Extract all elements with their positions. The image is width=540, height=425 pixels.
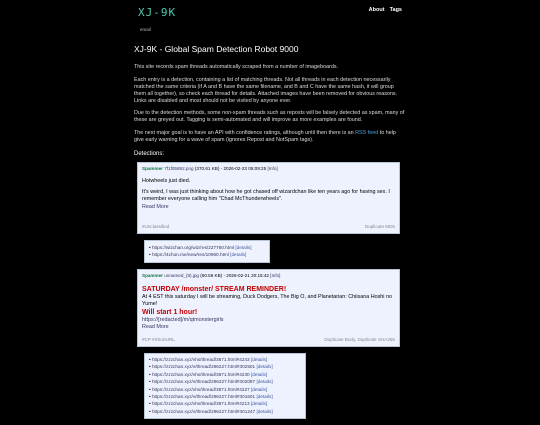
post-footer [142,224,395,230]
post-date: - 2026-02-21 20:15:42 [223,272,269,278]
api-paragraph: The next major goal is to have an API with confidence ratings, although until then there is an RSS feed to help give early warning for a wave of spam (ignores Repost and NotSpam tags). [134,129,396,143]
list-item: • https://zzzchan.xyz/vhs/thread/3871.html#4213 [details] [149,401,268,407]
detection-paragraph: Each entry is a detection, containing a list of matching threads. Not all threads in each detection necessarily matched the same criteria (if A and B have the same filename, and B and C have the same hash, it will group them all together), so check each thread for details. Attached images have been removed for obvious reasons. Links are disabled and most should not be visited by anyone ever. [134,76,398,104]
poster-name: Spammer [142,272,163,278]
nav-about-link[interactable]: About [368,7,385,13]
post-tag[interactable]: #Unclassified [142,224,170,230]
top-bar [0,0,540,32]
details-link[interactable]: [details] [256,364,273,370]
thread-link[interactable]: https://zzzchan.xyz/vhs/thread/3871.html#4243 [151,357,250,363]
thread-links-list [144,240,270,262]
list-item: • https://zzzchan.xyz/v/thread/296227.html#301247 [details] [149,408,273,414]
list-item: • https://zzzchan.xyz/v/thread/296227.html#301601 [details] [149,394,273,400]
post-header [142,166,395,172]
post-body [142,285,395,331]
thread-link[interactable]: https://wizchan.org/wiz/res/227760.html [151,244,235,250]
post-headline: SATURDAY /monster/ STREAM REMINDER! [142,285,287,293]
post-line: At 4 EST this saturday I will be streaming, Duck Dodgers, The Big O, and Planetarian: Chiisana Hoshi no Yume! [142,293,392,307]
list-item: • https://zzzchan.xyz/vhs/thread/3871.html#4227 [details] [149,386,268,392]
detection-reason: Duplicate Body, Duplicate SHA256 [324,336,395,342]
list-item: • https://4chon.me/new/res/10960.html [details] [149,252,247,258]
list-item: • https://wizchan.org/wiz/res/227760.html [details] [149,244,252,250]
post-date: - 2026-02-23 05:09:25 [220,166,267,172]
post-footer [142,337,395,343]
post-body [142,178,395,218]
nav-tags-link[interactable]: Tags [389,7,402,13]
post-line: It's weird, I was just thinking about how he got chased off wizardchan like ten years ago for having sex. I remember everyone calling him "Chad McThunderwheels". [142,189,390,203]
details-link[interactable]: [details] [250,371,268,377]
details-link[interactable]: [details] [256,408,273,414]
false-positive-paragraph: Due to the detection methods, some non-spam threads such as reposts will be falsely detected as spam, many of these are greyed out. Tagging is semi-automated and will improve as more examples are found. [134,110,405,124]
details-link[interactable]: [details] [235,244,252,250]
read-more-link[interactable]: Read More [142,203,169,210]
list-item: • https://zzzchan.xyz/v/thread/296227.html#302087 [details] [149,379,273,385]
detection-post [137,162,400,234]
thread-link[interactable]: https://zzzchan.xyz/v/thread/296227.html#301601 [151,394,256,400]
top-nav [369,7,402,14]
list-item: • https://zzzchan.xyz/vhs/thread/3871.html#4230 [details] [149,371,268,377]
details-link[interactable]: [details] [250,357,268,363]
details-link[interactable]: [details] [250,386,268,392]
page-title: XJ-9K - Global Spam Detection Robot 9000 [134,44,299,54]
detection-reason: Duplicate MD5 [364,224,395,230]
thread-link[interactable]: https://zzzchan.xyz/v/thread/296227.html#302501 [151,364,256,370]
list-item: • https://zzzchan.xyz/v/thread/296227.html#302501 [details] [149,364,273,370]
thread-link[interactable]: https://zzzchan.xyz/vhs/thread/3871.html#4230 [151,371,250,377]
thread-links-list [144,353,306,420]
post-line: Hotwheels just died. [142,178,191,185]
post-filesize: (370.61 KB) [194,166,220,172]
post-url-link[interactable]: https://[redacted]/m/qtmonstergirls [142,316,224,323]
details-link[interactable]: [details] [230,252,247,258]
read-more-link[interactable]: Read More [142,323,169,330]
rss-feed-link[interactable]: RSS feed [355,129,379,136]
details-link[interactable]: [details] [256,394,273,400]
details-link[interactable]: [details] [256,379,273,385]
post-filesize: (60.56 KB) [200,272,223,278]
post-tag[interactable]: #CP #ShortURL [142,336,175,342]
thread-link[interactable]: https://zzzchan.xyz/vhs/thread/3871.html#4213 [151,401,250,407]
intro-paragraph: This site records spam threads automatically scraped from a number of imageboards. [134,64,339,71]
post-headline-2: Will start 1 hour! [142,308,198,316]
detections-heading: Detections: [134,150,165,157]
post-info-link[interactable]: [Info] [267,166,278,172]
post-info-link[interactable]: [Info] [270,272,281,278]
detection-post [137,269,400,347]
thread-link[interactable]: https://zzzchan.xyz/v/thread/296227.html#301247 [151,408,256,414]
list-item: • https://zzzchan.xyz/vhs/thread/3871.html#4243 [details] [149,357,268,363]
thread-link[interactable]: https://4chon.me/new/res/10960.html [151,252,229,258]
logo-subtitle: email [140,27,151,32]
post-header [142,273,395,279]
post-filename: unnamed_(8).jpg [164,272,199,278]
thread-link[interactable]: https://zzzchan.xyz/vhs/thread/3871.html#4227 [151,386,250,392]
thread-link[interactable]: https://zzzchan.xyz/v/thread/296227.html#302087 [151,379,256,385]
details-link[interactable]: [details] [250,401,268,407]
post-filename: 7f1f05892.png [164,166,194,172]
poster-name: Spammer [142,166,163,172]
main-content [134,44,406,425]
site-logo[interactable]: XJ-9K [138,6,177,19]
